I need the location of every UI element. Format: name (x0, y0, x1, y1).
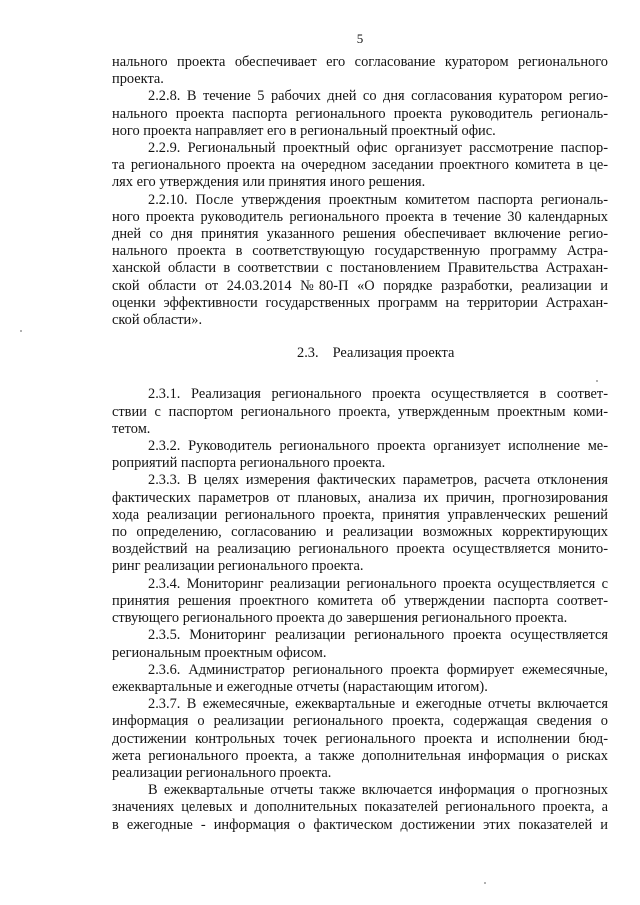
scan-speck (596, 380, 598, 382)
text-line: 2.3.7. В ежемесячные, ежеквартальные и ежегодные отчеты включается (148, 696, 608, 713)
paragraph-p-2-2-8 (112, 88, 608, 140)
paragraph-p-2-3-4 (112, 576, 608, 628)
paragraph-p-cont (112, 54, 608, 88)
page-number: 5 (356, 31, 364, 46)
text-line: хода реализации регионального проекта, принятия управленческих решений (112, 506, 608, 523)
text-line: 2.3.6. Администратор регионального проекта формирует ежемесячные, (148, 661, 608, 678)
text-line: ного проекта направляет его в региональный проектный офис. (112, 122, 496, 139)
text-line: информация о реализации регионального проекта, содержащая сведения о (112, 713, 608, 730)
text-line: 2.3.1. Реализация регионального проекта осуществляется в соответ- (148, 386, 608, 403)
text-line: оценки эффективности государственных программ на территории Астрахан- (112, 294, 608, 311)
paragraph-p-2-3-1 (112, 386, 608, 438)
text-line: воздействий на реализацию регионального проекта осуществляется монито- (112, 541, 608, 558)
scan-speck (20, 330, 22, 332)
text-line: нального проекта паспорта регионального проекта руководитель региональ- (112, 105, 608, 122)
text-line: та регионального проекта на очередном заседании проектного комитета в це- (112, 157, 608, 174)
text-line: роприятий паспорта регионального проекта. (112, 455, 386, 472)
section-2-3-paragraphs (112, 386, 608, 833)
section-heading-title: Реализация проекта (332, 345, 455, 362)
text-line: фактических параметров от плановых, анализа их причин, прогнозирования (112, 489, 608, 506)
paragraph-p-2-3-6 (112, 662, 608, 696)
section-heading-number: 2.3. (297, 345, 319, 362)
text-line: нального проекта в соответствующую государственную программу Астра- (112, 243, 608, 260)
text-line: ской области от 24.03.2014 №80-П «О порядке разработки, реализации и (112, 277, 608, 294)
text-line: 2.2.8. В течение 5 рабочих дней со дня согласования куратором регио- (148, 88, 608, 105)
text-line: 2.3.2. Руководитель регионального проекта организует исполнение ме- (148, 438, 608, 455)
text-line: ринг реализации регионального проекта. (112, 558, 364, 575)
text-line: 2.2.10. После утверждения проектным комитетом паспорта региональ- (148, 191, 608, 208)
text-line: ствующего регионального проекта до завершения регионального проекта. (112, 610, 568, 627)
text-line: дней со дня принятия указанного решения обеспечивает включение регио- (112, 226, 608, 243)
text-line: 2.3.4. Мониторинг реализации регионального проекта осуществляется с (148, 575, 608, 592)
text-line: тетом. (112, 420, 151, 437)
text-line: достижении контрольных точек регионального проекта и исполнении бюд- (112, 730, 608, 747)
text-line: значениях целевых и дополнительных показателей регионального проекта, а (112, 799, 608, 816)
document-body (112, 54, 608, 834)
paragraph-p-2-2-10 (112, 192, 608, 330)
text-line: ежеквартальные и ежегодные отчеты (нарастающим итогом). (112, 678, 488, 695)
text-line: ного проекта руководитель регионального проекта в течение 30 календарных (112, 208, 608, 225)
text-line: в ежегодные - информация о фактическом достижении этих показателей и (112, 816, 608, 833)
text-line: проекта. (112, 71, 164, 88)
text-line: лях его утверждения или принятия иного решения. (112, 174, 426, 191)
paragraph-p-2-3-7 (112, 696, 608, 782)
text-line: ханской области в соответствии с постановлением Правительства Астрахан- (112, 260, 608, 277)
text-line: жета регионального проекта, а также дополнительная информация о рисках (112, 747, 608, 764)
scan-speck (484, 882, 486, 884)
paragraph-p-quarterly (112, 782, 608, 834)
text-line: принятия решения проектного комитета об утверждении паспорта соответ- (112, 592, 608, 609)
section-heading (112, 345, 608, 362)
paragraph-p-2-2-9 (112, 140, 608, 192)
text-line: В ежеквартальные отчеты также включается информация о прогнозных (148, 782, 608, 799)
text-line: 2.3.3. В целях измерения фактических параметров, расчета отклонения (148, 472, 608, 489)
paragraph-p-2-3-2 (112, 438, 608, 472)
text-line: нального проекта обеспечивает его согласование куратором регионального (112, 54, 608, 70)
text-line: региональным проектным офисом. (112, 644, 327, 661)
section-2-2-paragraphs (112, 54, 608, 329)
text-line: по определению, согласованию и реализации возможных корректирующих (112, 524, 608, 541)
text-line: ствии с паспортом регионального проекта, утвержденным проектным коми- (112, 403, 608, 420)
paragraph-p-2-3-5 (112, 627, 608, 661)
text-line: 2.3.5. Мониторинг реализации регионального проекта осуществляется (148, 627, 608, 644)
text-line: 2.2.9. Региональный проектный офис организует рассмотрение паспор- (148, 140, 608, 157)
paragraph-p-2-3-3 (112, 472, 608, 575)
text-line: ской области». (112, 312, 203, 329)
text-line: реализации регионального проекта. (112, 764, 332, 781)
